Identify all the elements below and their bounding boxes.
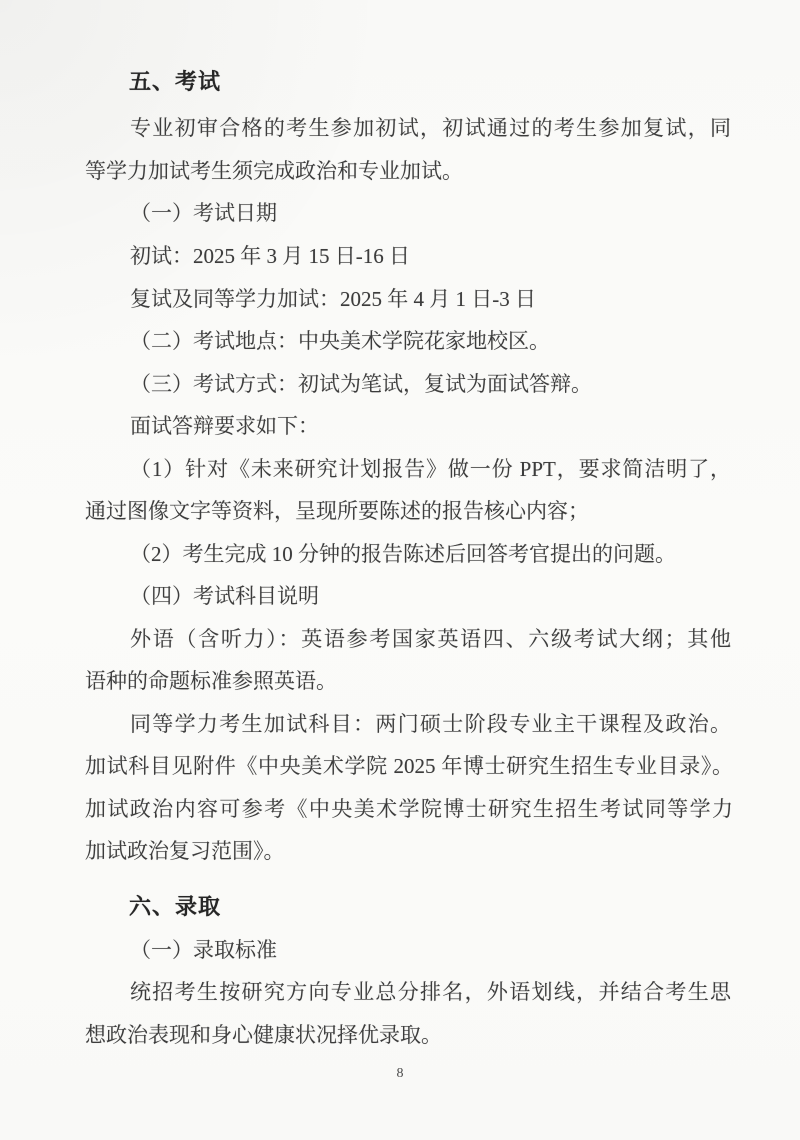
page-number: 8 [396,1066,404,1081]
addtest-subjects-line-2: 加试科目见附件《中央美术学院 2025 年博士研究生招生专业目录》。 [85,754,733,778]
section-heading-exam: 五、考试 [129,69,222,94]
interview-requirement-1-line-2: 通过图像文字等资料，呈现所要陈述的报告核心内容； [85,499,589,523]
exam-location-line: （二）考试地点：中央美术学院花家地校区。 [130,329,550,353]
foreign-language-note-line-2: 语种的命题标准参照英语。 [85,669,337,693]
exam-format-line: （三）考试方式：初试为笔试，复试为面试答辩。 [130,372,592,396]
exam-intro-line-2: 等学力加试考生须完成政治和专业加试。 [85,159,463,183]
addtest-subjects-line-4: 加试政治复习范围》。 [85,839,285,863]
admission-criteria-line-1: 统招考生按研究方向专业总分排名，外语划线，并结合考生思 [130,980,731,1004]
interview-requirement-1-line-1: （1）针对《未来研究计划报告》做一份 PPT，要求简洁明了， [130,457,731,481]
interview-requirement-2: （2）考生完成 10 分钟的报告陈述后回答考官提出的问题。 [130,542,676,566]
exam-date-subheading: （一）考试日期 [130,201,277,225]
addtest-subjects-line-1: 同等学力考生加试科目：两门硕士阶段专业主干课程及政治。 [130,712,731,736]
interview-requirements-intro: 面试答辩要求如下： [130,414,319,438]
section-heading-admission: 六、录取 [129,894,222,919]
exam-subjects-subheading: （四）考试科目说明 [130,584,319,608]
foreign-language-note-line-1: 外语（含听力）：英语参考国家英语四、六级考试大纲；其他 [130,627,731,651]
admission-criteria-subheading: （一）录取标准 [130,938,277,962]
retest-date-line: 复试及同等学力加试：2025 年 4 月 1 日-3 日 [130,287,536,311]
exam-intro-line-1: 专业初审合格的考生参加初试，初试通过的考生参加复试，同 [130,116,731,140]
first-exam-date-line: 初试：2025 年 3 月 15 日-16 日 [130,244,410,268]
addtest-subjects-line-3: 加试政治内容可参考《中央美术学院博士研究生招生考试同等学力 [85,797,733,821]
admission-criteria-line-2: 想政治表现和身心健康状况择优录取。 [85,1023,442,1047]
